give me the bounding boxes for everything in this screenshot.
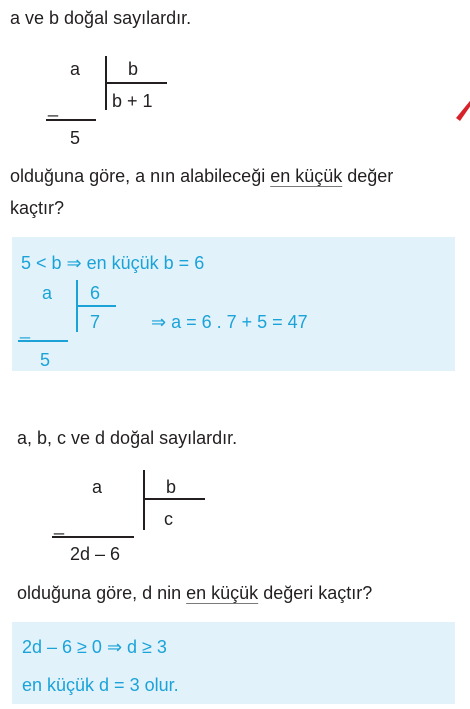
question-text: olduğuna göre, d nin [17, 583, 187, 603]
dividend: a [42, 283, 53, 303]
subtraction-line [18, 340, 68, 342]
solution1-line1: 5 < b ⇒ en küçük b = 6 [21, 253, 205, 273]
quotient: 7 [90, 312, 101, 332]
problem2-question [17, 584, 372, 602]
solution-box-2 [12, 622, 455, 704]
dividend: a [70, 59, 81, 79]
problem1-question [10, 167, 393, 185]
quotient: b + 1 [112, 91, 153, 111]
subtraction-line [52, 536, 134, 538]
problem1-intro: a ve b doğal sayılardır. [10, 8, 192, 28]
divisor: b [128, 59, 139, 79]
solution-box-1 [12, 237, 455, 371]
emphasis-en-kucuk: en küçük [186, 583, 259, 603]
subtraction-line [46, 119, 96, 121]
minus-sign: _ [20, 319, 31, 339]
quotient: c [164, 509, 173, 529]
remainder: 5 [40, 350, 51, 370]
minus-sign: _ [48, 97, 59, 117]
pencil-icon [454, 88, 470, 122]
minus-sign: _ [54, 515, 65, 535]
question-text: olduğuna göre, a nın alabileceği [10, 166, 271, 186]
solution2-line2: en küçük d = 3 olur. [22, 675, 179, 695]
divisor: 6 [90, 283, 101, 303]
emphasis-en-kucuk: en küçük [270, 166, 343, 186]
remainder: 5 [70, 128, 81, 148]
question-text-end: değeri kaçtır? [258, 583, 373, 603]
solution2-line1: 2d – 6 ≥ 0 ⇒ d ≥ 3 [22, 637, 167, 657]
remainder: 2d – 6 [70, 544, 121, 564]
divisor: b [166, 477, 177, 497]
division-horizontal-line [105, 82, 167, 84]
question-text-end: değer [342, 166, 394, 186]
division-horizontal-line [143, 498, 205, 500]
result: ⇒ a = 6 . 7 + 5 = 47 [151, 312, 308, 332]
division-horizontal-line [76, 305, 116, 307]
dividend: a [92, 477, 103, 497]
problem2-intro: a, b, c ve d doğal sayılardır. [17, 428, 238, 448]
division-vertical-line [143, 470, 145, 530]
problem1-question-line2: kaçtır? [10, 198, 65, 218]
